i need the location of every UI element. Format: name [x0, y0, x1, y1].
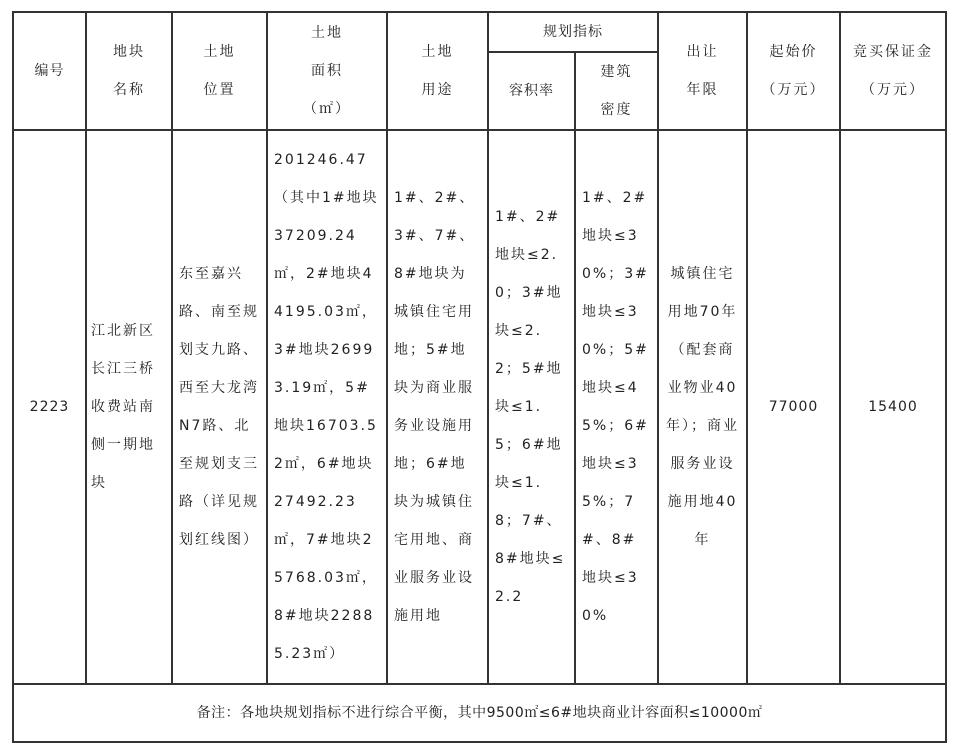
header-use: 土地 用途 [387, 12, 488, 130]
cell-term: 城镇住宅用地70年（配套商业物业40年）；商业服务业设施用地40年 [658, 130, 747, 684]
table-note: 备注：各地块规划指标不进行综合平衡，其中9500㎡≤6#地块商业计容面积≤10000㎡ [13, 684, 946, 742]
cell-far: 1#、2#地块≤2.0；3#地块≤2.2；5#地块≤1.5；6#地块≤1.8；7#、8#地块≤2.2 [488, 130, 575, 684]
note-row [13, 684, 946, 742]
cell-parcel-name: 江北新区长江三桥收费站南侧一期地块 [86, 130, 172, 684]
header-parcel-name: 地块 名称 [86, 12, 172, 130]
cell-deposit: 15400 [840, 130, 946, 684]
table-row [13, 130, 946, 684]
header-planning: 规划指标 [488, 12, 658, 52]
cell-area: 201246.47（其中1#地块37209.24㎡，2#地块44195.03㎡，3#地块26993.19㎡，5#地块16703.52㎡，6#地块27492.23㎡，7#地块25768.03㎡，8#地块22885.23㎡） [267, 130, 387, 684]
header-far: 容积率 [488, 52, 575, 130]
land-auction-table-container [12, 11, 945, 743]
cell-start-price: 77000 [747, 130, 840, 684]
header-location: 土地 位置 [172, 12, 267, 130]
cell-code: 2223 [13, 130, 86, 684]
header-code: 编号 [13, 12, 86, 130]
cell-density: 1#、2#地块≤30%；3#地块≤30%；5#地块≤45%；6#地块≤35%；7#、8#地块≤30% [575, 130, 658, 684]
header-area: 土地 面积 （㎡） [267, 12, 387, 130]
header-row-top [13, 12, 946, 52]
header-density: 建筑 密度 [575, 52, 658, 130]
header-term: 出让 年限 [658, 12, 747, 130]
cell-location: 东至嘉兴路、南至规划支九路、西至大龙湾N7路、北至规划支三路（详见规划红线图） [172, 130, 267, 684]
header-start-price: 起始价 （万元） [747, 12, 840, 130]
cell-use: 1#、2#、3#、7#、8#地块为城镇住宅用地；5#地块为商业服务业设施用地；6#地块为城镇住宅用地、商业服务业设施用地 [387, 130, 488, 684]
land-auction-table [12, 11, 947, 743]
header-deposit: 竞买保证金 （万元） [840, 12, 946, 130]
